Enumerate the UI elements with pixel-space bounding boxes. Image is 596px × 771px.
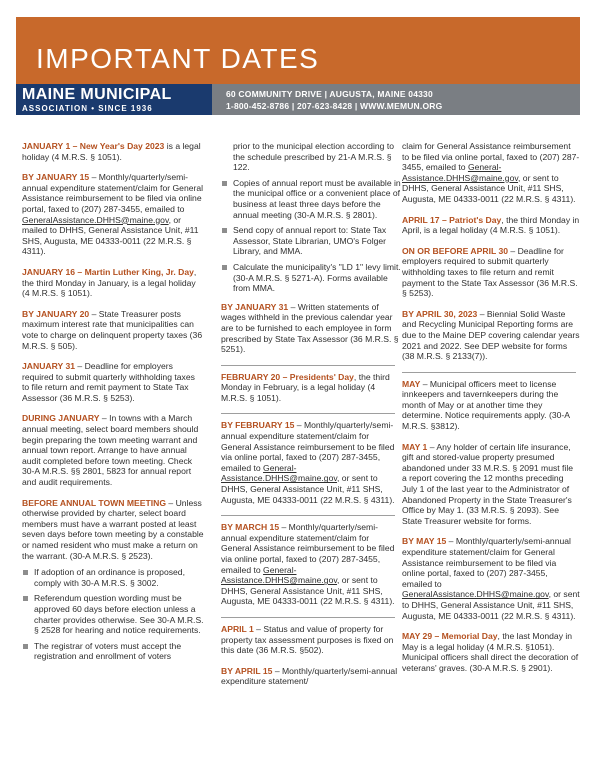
bullet-item: If adoption of an ordinance is proposed, comply with 30-A M.R.S. § 3002. <box>22 567 204 588</box>
date-heading: JANUARY 1 – New Year's Day 2023 <box>22 141 165 151</box>
masthead <box>16 84 580 132</box>
date-heading: DURING JANUARY <box>22 413 100 424</box>
entry-text: , the third Monday in April, is a legal holiday (4 M.R.S. § 1051). <box>402 214 580 236</box>
date-entry <box>221 522 401 607</box>
date-entry <box>402 536 580 621</box>
date-heading: APRIL 1 <box>221 623 254 634</box>
entry-text: – Monthly/quarterly/semi-annual expenditure statement/claim for General Assistance reimbursement to be filed via online portal, faxed to (207) 287-3455, emailed to <box>221 522 395 575</box>
date-heading: BY FEBRUARY 15 <box>221 420 295 431</box>
section-divider <box>221 617 395 618</box>
email-link[interactable]: General-Assistance.DHHS@maine.gov <box>221 564 338 586</box>
entry-text: – Status and value of property for property tax assessment purposes is fixed on this date (36 M.R.S. §502). <box>221 623 394 656</box>
entry-text: , the third Monday in February, is a legal holiday (4 M.R.S. § 1051). <box>221 371 390 403</box>
date-heading: BY MARCH 15 <box>221 522 280 533</box>
section-divider <box>221 515 395 516</box>
date-entry <box>22 361 204 403</box>
date-entry <box>22 172 204 257</box>
date-entry <box>22 498 204 562</box>
entry-text: – Municipal officers meet to license innkeepers and tavernkeepers during the month of May or at another time they determine. Notice requirements apply. (30-A M.R.S. §3812). <box>402 378 570 432</box>
entry-text: – Written statements of wages withheld in the previous calendar year are to be furnished to each employee in form prescribed by State Tax Assessor (36 M.R.S. § 5251). <box>221 301 399 355</box>
bullet-item: Calculate the municipality's "LD 1" levy limit. (30-A M.R.S. § 5271-A). Forms available from MMA. <box>221 262 401 294</box>
date-entry <box>402 631 580 673</box>
date-heading: BY JANUARY 20 <box>22 308 90 319</box>
date-heading: MAY <box>402 378 421 389</box>
date-entry <box>402 309 580 362</box>
entry-text: , or mailed to DHHS, General Assistance Unit, #11 SHS, Augusta, ME 04333-0011 (22 M.R.S. § 4311). <box>22 214 199 257</box>
email-link[interactable]: General-Assistance.DHHS@maine.gov <box>402 162 519 183</box>
entry-text: – Biennial Solid Waste and Recycling Municipal Reporting forms are due to the Maine DEP covering calendar years 2021 and 2022. See DEP website for forms (38 M.R.S. § 2133(7)). <box>402 308 580 362</box>
date-heading: BY JANUARY 15 <box>22 172 90 183</box>
org-logo-box <box>16 84 212 115</box>
date-heading: JANUARY 16 – Martin Luther King, Jr. Day <box>22 266 194 277</box>
address-text: 60 COMMUNITY DRIVE | AUGUSTA, MAINE 04330 <box>226 89 433 99</box>
date-heading: BY APRIL 15 <box>221 665 273 676</box>
email-link[interactable]: GeneralAssistance.DHHS@maine.gov <box>22 214 169 225</box>
date-heading: BY MAY 15 <box>402 536 447 547</box>
email-link[interactable]: GeneralAssistance.DHHS@maine.gov <box>402 589 549 600</box>
date-entry <box>221 624 401 656</box>
column-3 <box>402 141 580 684</box>
date-entry <box>221 420 401 505</box>
date-heading: JANUARY 31 <box>22 361 76 372</box>
title-banner <box>16 17 580 84</box>
entry-text: , the last Monday in May is a legal holiday (4 M.R.S. §1051). Municipal officers shall direct the decoration of veterans' graves. (30-A M.R.S. § 2901). <box>402 631 579 673</box>
page-title: IMPORTANT DATES <box>36 43 320 74</box>
bullet-item: The registrar of voters must accept the registration and enrollment of voters <box>22 641 204 662</box>
entry-text: , or sent to DHHS, General Assistance Unit, #11 SHS, Augusta, ME 04333-0011 (22 M.R.S. § 4311). <box>402 589 580 621</box>
date-heading: BY APRIL 30, 2023 <box>402 308 478 319</box>
date-heading: BEFORE ANNUAL TOWN MEETING <box>22 497 167 508</box>
entry-text: – Deadline for employers required to submit quarterly withholding taxes to file return and remit payment to the State Tax Assessor (36 M.R.S. § 5253). <box>402 245 578 299</box>
column-2 <box>221 141 401 697</box>
entry-text: is a legal holiday (4 M.R.S. § 1051). <box>22 141 201 162</box>
address-bar <box>212 84 580 115</box>
page <box>16 17 580 771</box>
date-entry <box>402 246 580 299</box>
entry-text: , or sent to DHHS, General Assistance Unit, #11 SHS, Augusta, ME 04333-0011 (22 M.R.S. § 4311). <box>402 172 576 204</box>
entry-text: , or sent to DHHS, General Assistance Unit, #11 SHS, Augusta, ME 04333-0011 (22 M.R.S. § 4311). <box>221 473 395 505</box>
entry-text: – Monthly/quarterly/semi-annual expenditure statement/claim for General Assistance reimbursement to be filed via online portal, faxed to (207) 287-3455, emailed to <box>22 172 204 214</box>
date-entry <box>402 442 580 527</box>
bullet-continuation: prior to the municipal election according to the schedule prescribed by 21-A M.R.S. § 122. <box>233 141 394 173</box>
entry-text: – Monthly/quarterly/semi-annual expenditure statement/ <box>221 665 398 687</box>
date-heading: BY JANUARY 31 <box>221 301 289 312</box>
org-subtitle: ASSOCIATION • SINCE 1936 <box>22 104 153 113</box>
entry-text: claim for General Assistance reimbursement to be filed via online portal, faxed to (207) 287-3455, emailed to <box>402 141 580 173</box>
entry-text: – Monthly/quarterly/semi-annual expenditure statement/claim for General Assistance reimbursement to be filed via online portal, faxed to (207) 287-3455, emailed to <box>221 420 395 473</box>
section-divider <box>402 372 576 373</box>
bullet-item: Copies of annual report must be available in the municipal office or a convenient place of business at least three days before the annual meeting (30-A M.R.S. § 2801). <box>221 178 401 220</box>
date-heading: ON OR BEFORE APRIL 30 <box>402 245 509 256</box>
date-entry <box>402 215 580 236</box>
entry-text: – In towns with a March annual meeting, select board members should begin preparing the town meeting warrant and annual town report. Arrange to have annual audit completed before town meeting. Check 30-A M.R.S. §§ 2801, 5823 for annual report and audit requirements. <box>22 413 199 488</box>
date-entry-continuation <box>402 141 580 205</box>
date-heading: FEBRUARY 20 – Presidents' Day <box>221 371 354 382</box>
entry-text: – State Treasurer posts maximum interest rate that municipalities can vote to charge on delinquent property taxes (36 M.R.S. § 505). <box>22 308 203 351</box>
date-entry <box>221 666 401 687</box>
column-1 <box>22 141 204 667</box>
date-heading: MAY 29 – Memorial Day <box>402 631 498 642</box>
date-entry <box>22 141 204 162</box>
date-entry <box>22 267 204 299</box>
entry-text: – Monthly/quarterly/semi-annual expenditure statement/claim for General Assistance reimbursement to be filed via online portal, faxed to (207) 287-3455, emailed to <box>402 536 571 589</box>
bullet-item: Referendum question wording must be approved 60 days before election unless a charter provides otherwise. See 30-A M.R.S. § 2528 for hearing and notice requirements. <box>22 593 204 635</box>
section-divider <box>221 413 395 414</box>
date-entry <box>221 372 401 404</box>
date-entry <box>22 413 204 487</box>
entry-text: – Deadline for employers required to submit quarterly withholding taxes to file return and remit payment to State Tax Assessor (36 M.R.S. § 5253). <box>22 361 195 403</box>
date-entry <box>402 379 580 432</box>
entry-text: – Any holder of certain life insurance, gift and stored-value property presumed abandoned under 33 M.R.S. § 2091 must file a report covering the 12 months preceding July 1 of the last year to the Administrator of Abandoned Property in the State Treasurer's Office by May 1. (33 M.R.S. § 2093). See State Treasurer website for forms. <box>402 441 574 526</box>
entry-text: , or sent to DHHS, General Assistance Unit, #11 SHS, Augusta, ME 04333-0011 (22 M.R.S. § 4311). <box>221 575 395 607</box>
date-entry <box>221 302 401 355</box>
email-link[interactable]: General-Assistance.DHHS@maine.gov <box>221 462 338 484</box>
bullet-item: Send copy of annual report to: State Tax Assessor, State Librarian, UMO's Folger Library, and MMA. <box>221 225 401 257</box>
contact-text: 1-800-452-8786 | 207-623-8428 | WWW.MEMUN.ORG <box>226 101 443 111</box>
date-heading: MAY 1 <box>402 441 428 452</box>
entry-text: – Unless otherwise provided by charter, select board members must have a warrant posted at least seven days before town meeting by a constable or named resident who must make a return on the warrant. (30-A M.R.S. § 2523). <box>22 497 204 561</box>
section-divider <box>221 365 395 366</box>
org-name: MAINE MUNICIPAL <box>22 86 172 103</box>
entry-text: , the third Monday in January, is a legal holiday (4 M.R.S. § 1051). <box>22 266 197 299</box>
date-entry <box>22 309 204 351</box>
date-heading: APRIL 17 – Patriot's Day <box>402 214 502 225</box>
